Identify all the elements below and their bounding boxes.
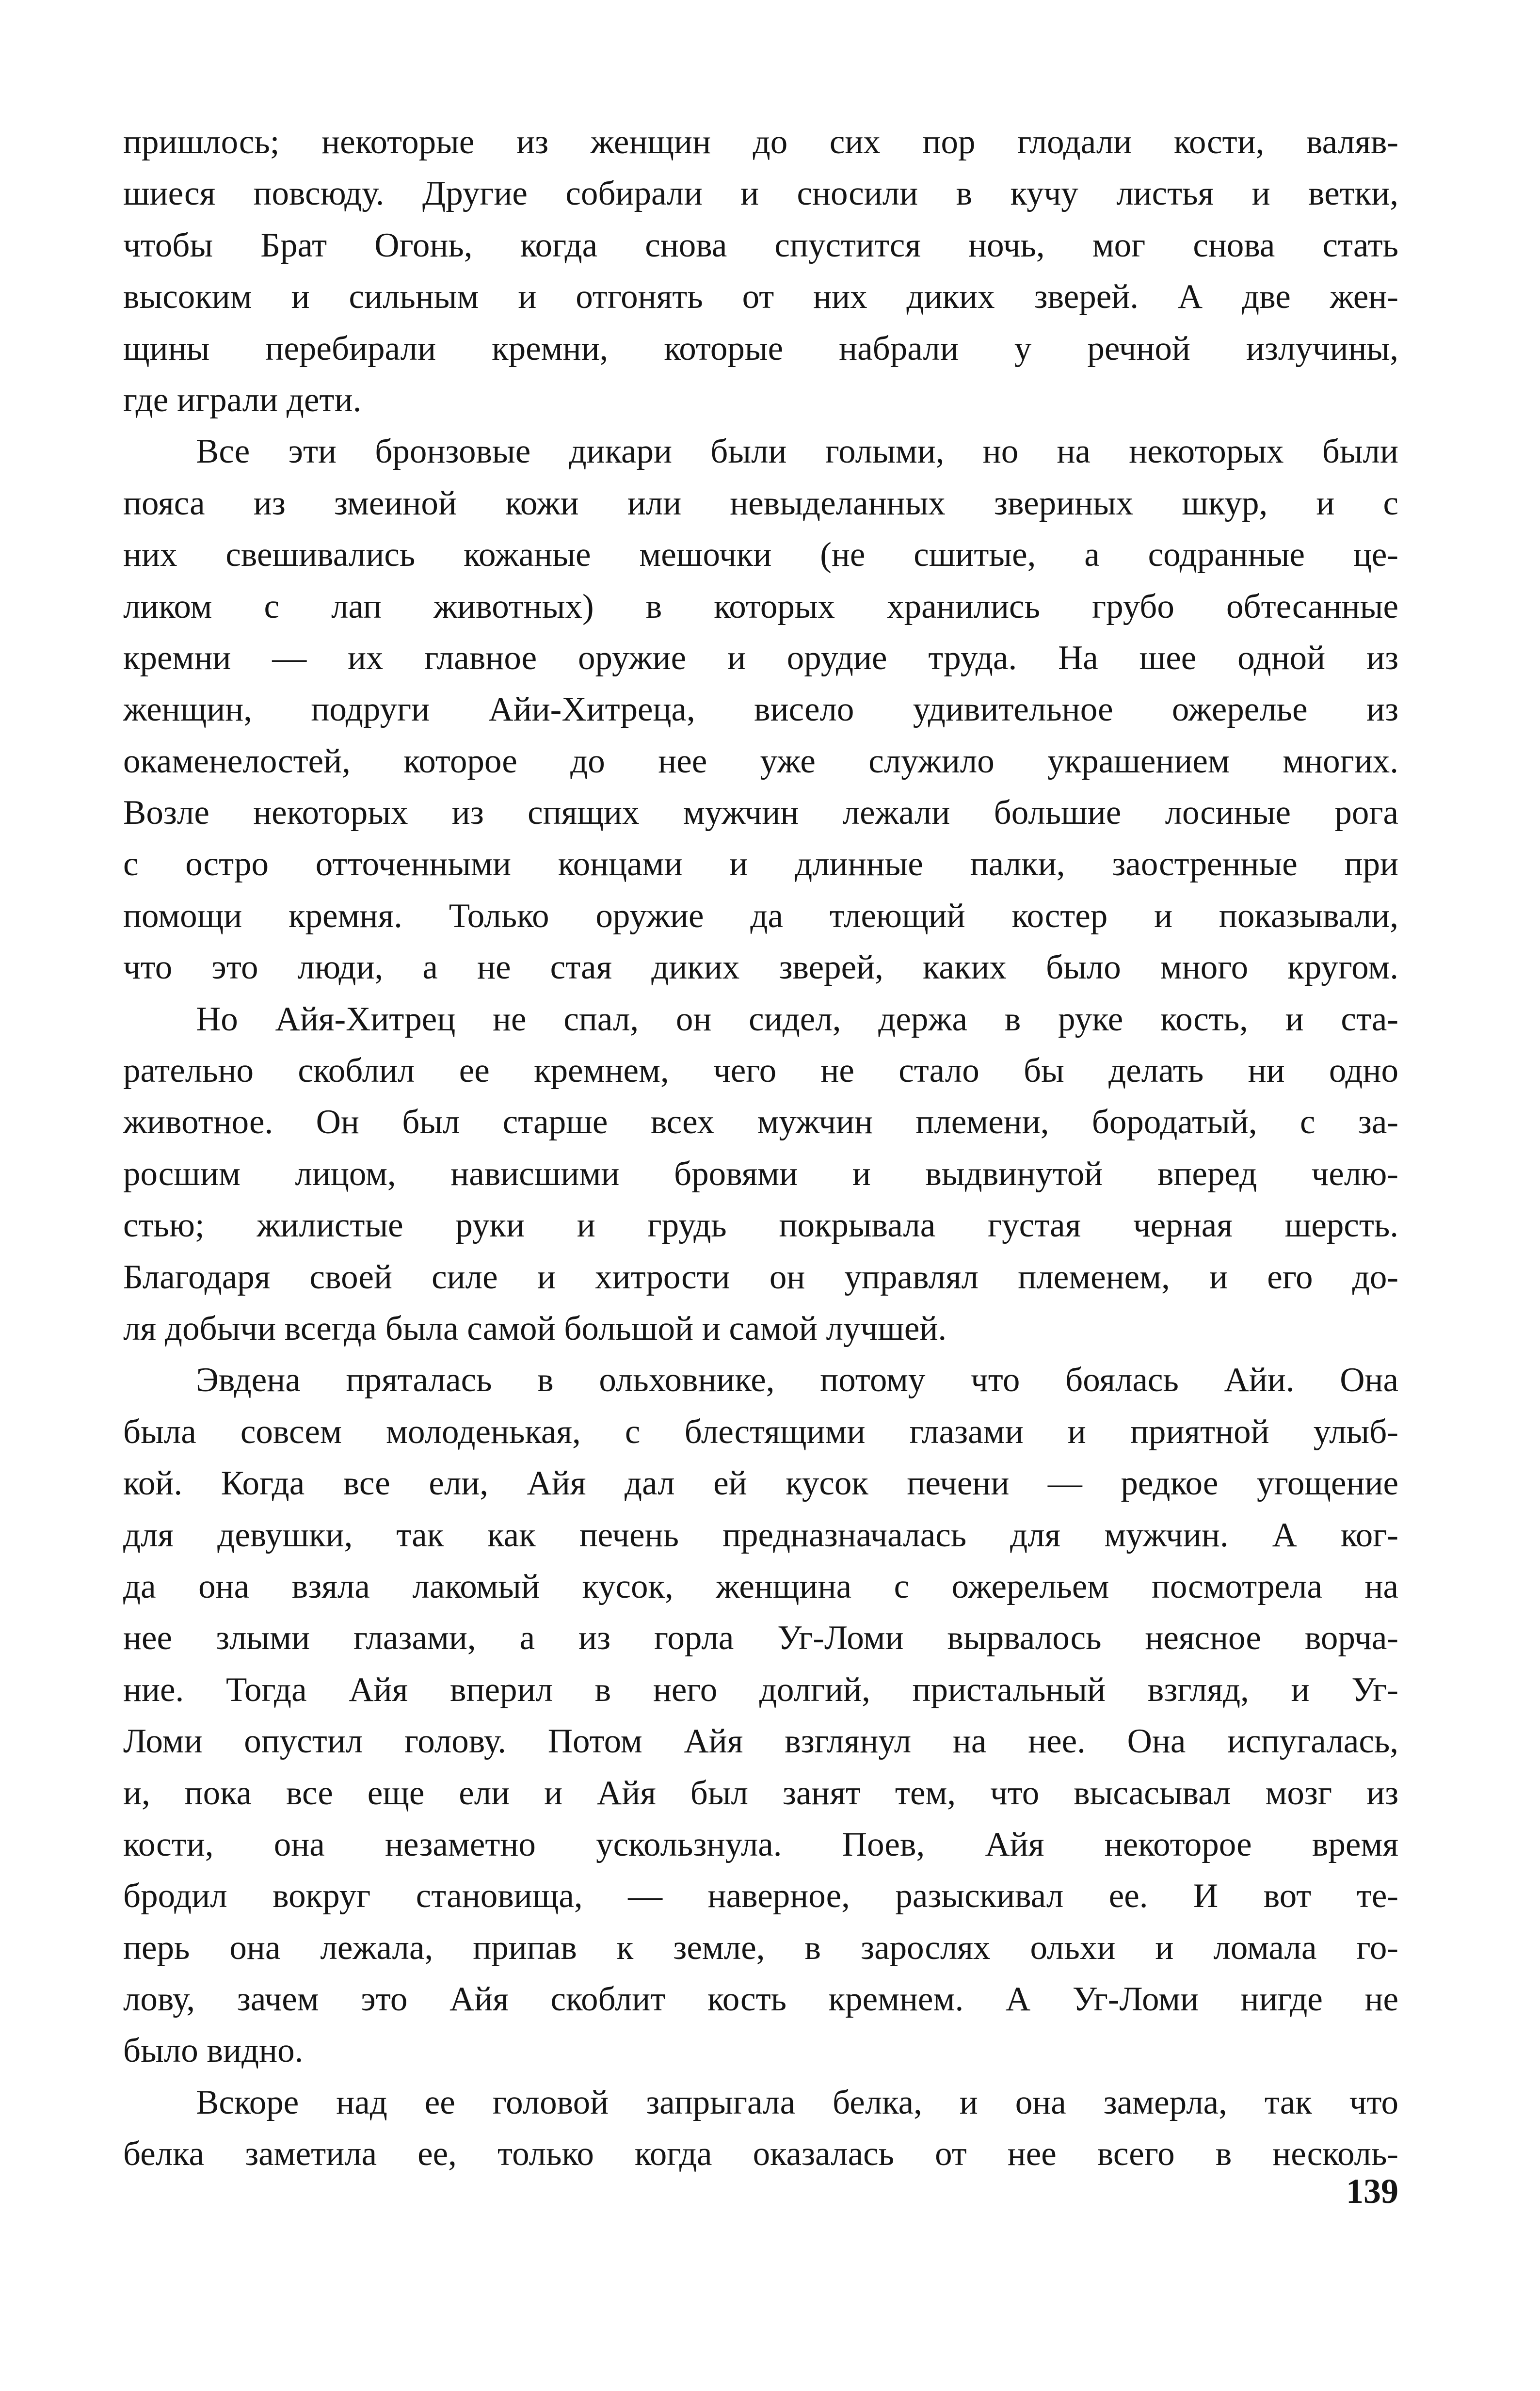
text-line: Благодаря своей силе и хитрости он управлял племенем, и его до- <box>123 1258 1398 1296</box>
text-line: белка заметила ее, только когда оказалась от нее всего в несколь- <box>123 2135 1398 2173</box>
text-line: стью; жилистые руки и грудь покрывала густая черная шерсть. <box>123 1206 1398 1245</box>
paragraph <box>123 2077 1398 2180</box>
text-line: нее злыми глазами, а из горла Уг-Ломи вырвалось неясное ворча- <box>123 1619 1398 1657</box>
text-line: для девушки, так как печень предназначалась для мужчин. А ког- <box>123 1516 1398 1554</box>
text-line: Все эти бронзовые дикари были голыми, но на некоторых были <box>196 433 1398 471</box>
text-line: помощи кремня. Только оружие да тлеющий костер и показывали, <box>123 897 1398 935</box>
text-line: чтобы Брат Огонь, когда снова спустится ночь, мог снова стать <box>123 226 1398 264</box>
page-number: 139 <box>1346 2172 1398 2211</box>
paragraph <box>123 994 1398 1355</box>
text-line: кой. Когда все ели, Айя дал ей кусок печени — редкое угощение <box>123 1464 1398 1503</box>
text-line: рательно скоблил ее кремнем, чего не стало бы делать ни одно <box>123 1052 1398 1090</box>
text-line: было видно. <box>123 2032 304 2070</box>
text-line: была совсем молоденькая, с блестящими глазами и приятной улыб- <box>123 1412 1398 1451</box>
text-line: Возле некоторых из спящих мужчин лежали большие лосиные рога <box>123 794 1398 832</box>
text-line: пояса из змеиной кожи или невыделанных звериных шкур, и с <box>123 484 1398 522</box>
text-line: с остро отточенными концами и длинные палки, заостренные при <box>123 845 1398 883</box>
text-line: Но Айя-Хитрец не спал, он сидел, держа в руке кость, и ста- <box>196 1000 1398 1038</box>
text-line: женщин, подруги Айи-Хитреца, висело удивительное ожерелье из <box>123 690 1398 729</box>
text-line: ликом с лап животных) в которых хранились грубо обтесанные <box>123 587 1398 626</box>
text-line: ние. Тогда Айя вперил в него долгий, пристальный взгляд, и Уг- <box>123 1670 1398 1709</box>
text-line: и, пока все еще ели и Айя был занят тем, что высасывал мозг из <box>123 1774 1398 1812</box>
text-line: перь она лежала, припав к земле, в зарослях ольхи и ломала го- <box>123 1928 1398 1967</box>
text-line: где играли дети. <box>123 381 362 419</box>
text-line: росшим лицом, нависшими бровями и выдвинутой вперед челю- <box>123 1155 1398 1193</box>
text-line: щины перебирали кремни, которые набрали у речной излучины, <box>123 329 1398 368</box>
text-line: них свешивались кожаные мешочки (не сшитые, а содранные це- <box>123 536 1398 574</box>
text-line: Вскоре над ее головой запрыгала белка, и она замерла, так что <box>196 2083 1398 2121</box>
text-line: высоким и сильным и отгонять от них диких зверей. А две жен- <box>123 278 1398 316</box>
text-line: ля добычи всегда была самой большой и самой лучшей. <box>123 1309 947 1348</box>
text-line: окаменелостей, которое до нее уже служило украшением многих. <box>123 742 1398 780</box>
text-line: Ломи опустил голову. Потом Айя взглянул на нее. Она испугалась, <box>123 1722 1398 1761</box>
text-line: кости, она незаметно ускользнула. Поев, Айя некоторое время <box>123 1825 1398 1863</box>
text-line: кремни — их главное оружие и орудие труда. На шее одной из <box>123 639 1398 677</box>
text-line: что это люди, а не стая диких зверей, каких было много кругом. <box>123 948 1398 987</box>
text-line: лову, зачем это Айя скоблит кость кремнем. А Уг-Ломи нигде не <box>123 1980 1398 2019</box>
paragraph <box>123 116 1398 426</box>
text-line: животное. Он был старше всех мужчин племени, бородатый, с за- <box>123 1103 1398 1141</box>
page-body-text <box>123 116 1398 2180</box>
text-line: Эвдена пряталась в ольховнике, потому что боялась Айи. Она <box>196 1361 1398 1399</box>
text-line: пришлось; некоторые из женщин до сих пор глодали кости, валяв- <box>123 123 1398 161</box>
text-line: бродил вокруг становища, — наверное, разыскивал ее. И вот те- <box>123 1877 1398 1915</box>
paragraph <box>123 426 1398 993</box>
text-line: да она взяла лакомый кусок, женщина с ожерельем посмотрела на <box>123 1567 1398 1605</box>
paragraph <box>123 1354 1398 2076</box>
text-line: шиеся повсюду. Другие собирали и сносили в кучу листья и ветки, <box>123 175 1398 213</box>
